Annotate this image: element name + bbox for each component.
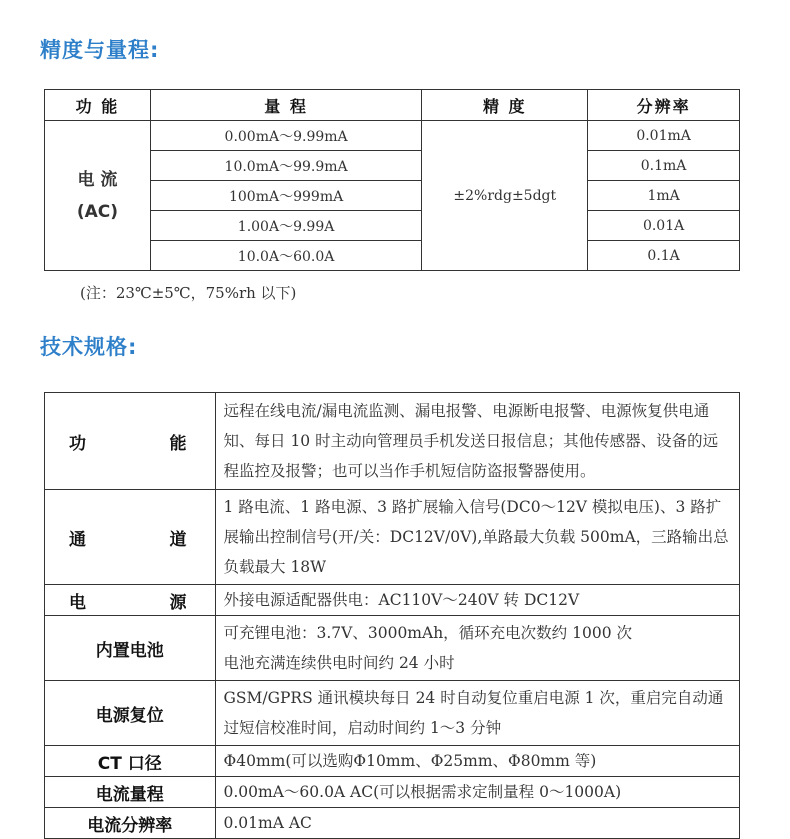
accuracy-cell: ±2%rdg±5dgt — [422, 121, 588, 271]
table-row — [45, 777, 740, 808]
spec-label-ct: CT 口径 — [45, 746, 216, 777]
table-row — [45, 121, 740, 151]
resolution-cell: 0.01A — [588, 211, 740, 241]
spec-label-current-range: 电流量程 — [45, 777, 216, 808]
range-cell: 1.00A～9.99A — [150, 211, 422, 241]
table-row — [45, 585, 740, 616]
header-range: 量 程 — [150, 90, 422, 121]
table-row — [45, 393, 740, 490]
accuracy-range-table — [44, 89, 740, 271]
header-accuracy: 精 度 — [422, 90, 588, 121]
function-label-unit: (AC) — [76, 201, 118, 222]
range-cell: 10.0A～60.0A — [150, 241, 422, 271]
table-row — [45, 616, 740, 681]
accuracy-section-title: 精度与量程: — [40, 38, 160, 62]
resolution-cell: 0.1mA — [588, 151, 740, 181]
battery-line-2: 电池充满连续供电时间约 24 小时 — [223, 654, 455, 672]
battery-line-1: 可充锂电池：3.7V、3000mAh，循环充电次数约 1000 次 — [223, 624, 632, 642]
header-resolution: 分辨率 — [588, 90, 740, 121]
range-cell: 0.00mA～9.99mA — [150, 121, 422, 151]
resolution-cell: 0.01mA — [588, 121, 740, 151]
header-function: 功 能 — [45, 90, 151, 121]
spec-value-battery — [215, 616, 739, 681]
spec-label-battery: 内置电池 — [45, 616, 216, 681]
spec-table — [44, 392, 740, 839]
range-cell: 10.0mA～99.9mA — [150, 151, 422, 181]
spec-value-ct: Φ40mm(可以选购Φ10mm、Φ25mm、Φ80mm 等) — [215, 746, 739, 777]
spec-label-function: 功 能 — [45, 393, 216, 490]
resolution-cell: 0.1A — [588, 241, 740, 271]
spec-label-channels: 通 道 — [45, 490, 216, 585]
spec-label-reset: 电源复位 — [45, 681, 216, 746]
range-cell: 100mA～999mA — [150, 181, 422, 211]
table-row — [45, 490, 740, 585]
specs-section-title: 技术规格: — [40, 335, 138, 359]
spec-value-reset: GSM/GPRS 通讯模块每日 24 时自动复位重启电源 1 次，重启完自动通过短信校准时间，启动时间约 1～3 分钟 — [215, 681, 739, 746]
accuracy-header-row — [45, 90, 740, 121]
function-label: 电 流 — [77, 169, 118, 190]
spec-value-current-resolution: 0.01mA AC — [215, 808, 739, 839]
spec-label-current-resolution: 电流分辨率 — [45, 808, 216, 839]
spec-value-function: 远程在线电流/漏电流监测、漏电报警、电源断电报警、电源恢复供电通知、每日 10 时主动向管理员手机发送日报信息；其他传感器、设备的远程监控及报警；也可以当作手机短信防盗报警器使用。 — [215, 393, 739, 490]
spec-value-channels: 1 路电流、1 路电源、3 路扩展输入信号(DC0～12V 模拟电压)、3 路扩展输出控制信号(开/关：DC12V/0V),单路最大负载 500mA，三路输出总负载最大 18W — [215, 490, 739, 585]
resolution-cell: 1mA — [588, 181, 740, 211]
function-cell — [45, 121, 151, 271]
table-row — [45, 681, 740, 746]
spec-value-power: 外接电源适配器供电：AC110V～240V 转 DC12V — [215, 585, 739, 616]
spec-label-power: 电 源 — [45, 585, 216, 616]
conditions-note: (注：23℃±5℃，75%rh 以下) — [80, 284, 297, 302]
spec-value-current-range: 0.00mA～60.0A AC(可以根据需求定制量程 0～1000A) — [215, 777, 739, 808]
table-row — [45, 808, 740, 839]
table-row — [45, 746, 740, 777]
